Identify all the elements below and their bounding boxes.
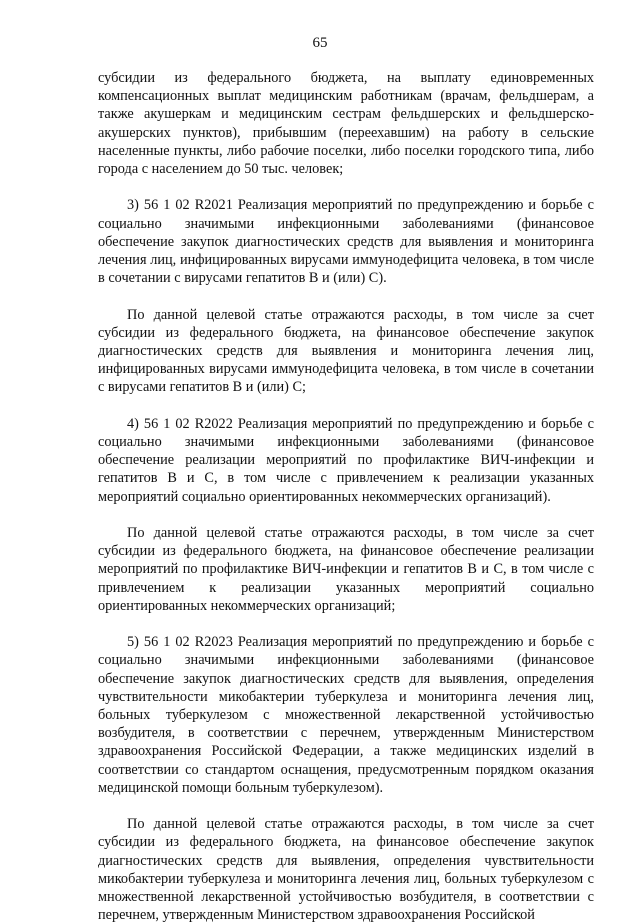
paragraph-item-5-description: По данной целевой статье отражаются расходы, в том числе за счет субсидии из федерального бюджета, на финансовое обеспечение закупок диагностических средств для выявления, определения чувствительности микобактерии туберкулеза и мониторинга лечения лиц, больных туберкулезом с множественной лекарственной устойчивостью возбудителя, в соответствии с перечнем, утвержденным Министерством здравоохранения Российской bbox=[98, 816, 594, 924]
paragraph-item-3: 3) 56 1 02 R2021 Реализация мероприятий по предупреждению и борьбе с социально значимыми инфекционными заболеваниями (финансовое обеспечение закупок диагностических средств для выявления и мониторинга лечения лиц, инфицированных вирусами иммунодефицита человека, в том числе в сочетании с вирусами гепатитов B и (или) C). bbox=[98, 197, 594, 287]
paragraph-item-3-description: По данной целевой статье отражаются расходы, в том числе за счет субсидии из федерального бюджета, на финансовое обеспечение закупок диагностических средств для выявления и мониторинга лечения лиц, инфицированных вирусами иммунодефицита человека, в том числе в сочетании с вирусами гепатитов B и (или) C; bbox=[98, 306, 594, 396]
document-body bbox=[98, 69, 594, 924]
paragraph-item-4-description: По данной целевой статье отражаются расходы, в том числе за счет субсидии из федерального бюджета, на финансовое обеспечение реализации мероприятий по профилактике ВИЧ-инфекции и гепатитов B и C, в том числе с привлечением к реализации указанных мероприятий социально ориентированных некоммерческих организаций; bbox=[98, 525, 594, 614]
paragraph-continuation: субсидии из федерального бюджета, на выплату единовременных компенсационных выплат медицинским работникам (врачам, фельдшерам, а также акушеркам и медицинским сестрам фельдшерских и фельдшерско-акушерских пунктов), прибывшим (переехавшим) на работу в сельские населенные пункты, либо рабочие поселки, либо поселки городского типа, либо города с населением до 50 тыс. человек; bbox=[98, 70, 594, 178]
paragraph-item-4: 4) 56 1 02 R2022 Реализация мероприятий по предупреждению и борьбе с социально значимыми инфекционными заболеваниями (финансовое обеспечение реализации мероприятий по профилактике ВИЧ-инфекции и гепатитов B и C, в том числе с привлечением к реализации указанных мероприятий социально ориентированных некоммерческих организаций). bbox=[98, 415, 594, 505]
paragraph-item-5: 5) 56 1 02 R2023 Реализация мероприятий по предупреждению и борьбе с социально значимыми инфекционными заболеваниями (финансовое обеспечение закупок диагностических средств для выявления, определения чувствительности микобактерии туберкулеза и мониторинга лечения лиц, больных туберкулезом с множественной лекарственной устойчивостью возбудителя, в соответствии с перечнем, утвержденным Министерством здравоохранения Российской Федерации, а также медицинских изделий в соответствии со стандартом оснащения, предусмотренным порядком оказания медицинской помощи больным туберкулезом). bbox=[98, 634, 594, 796]
page-number: 65 bbox=[312, 35, 328, 51]
